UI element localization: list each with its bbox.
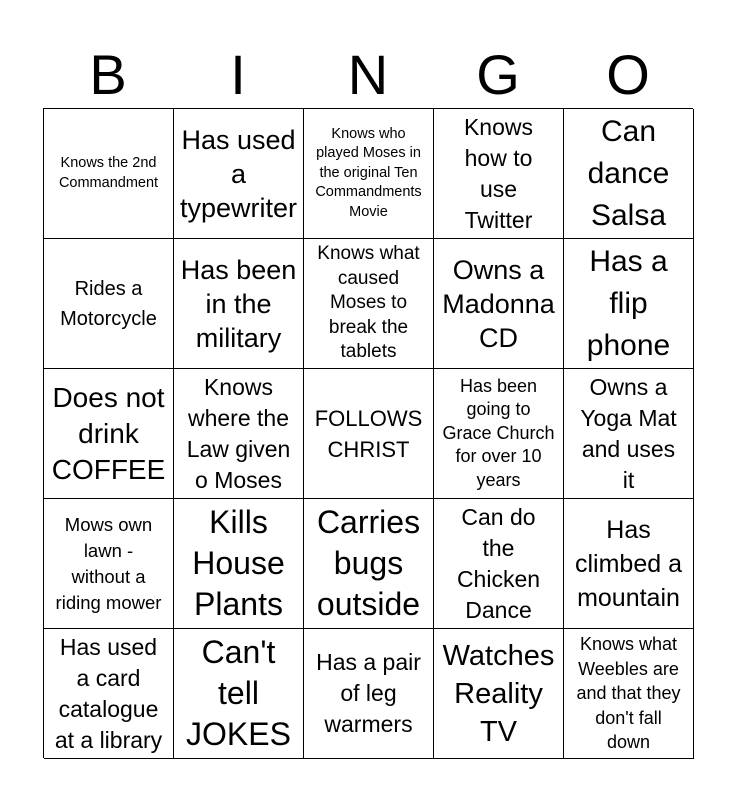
bingo-cell-r4-c2[interactable] bbox=[174, 499, 304, 629]
cell-text: Knows what Weebles are and that they don't fall down bbox=[576, 634, 681, 753]
cell-text: Carries bugs outside bbox=[316, 504, 421, 622]
cell-text: Can dance Salsa bbox=[587, 114, 670, 232]
header-letter-n: N bbox=[347, 43, 389, 106]
cell-text: Has been in the military bbox=[180, 254, 297, 353]
bingo-cell-r4-c5[interactable] bbox=[564, 499, 694, 629]
bingo-cell-r3-c3[interactable] bbox=[304, 369, 434, 499]
cell-text: Knows who played Moses in the original Ten Commandments Movie bbox=[315, 125, 422, 220]
bingo-cell-r3-c1[interactable] bbox=[44, 369, 174, 499]
bingo-header bbox=[43, 42, 693, 108]
bingo-cell-r4-c4[interactable] bbox=[434, 499, 564, 629]
cell-text: Has used a typewriter bbox=[179, 124, 298, 223]
cell-text: Kills House Plants bbox=[192, 504, 285, 622]
cell-text: Knows how to use Twitter bbox=[463, 113, 534, 233]
bingo-cell-r4-c3[interactable] bbox=[304, 499, 434, 629]
bingo-cell-r5-c3[interactable] bbox=[304, 629, 434, 759]
bingo-cell-r5-c1[interactable] bbox=[44, 629, 174, 759]
cell-text: FOLLOWS CHRIST bbox=[314, 405, 423, 462]
cell-text: Has a pair of leg warmers bbox=[316, 649, 421, 737]
bingo-cell-r2-c2[interactable] bbox=[174, 239, 304, 369]
cell-text: Has used a card catalogue at a library bbox=[54, 633, 163, 753]
cell-text: Can do the Chicken Dance bbox=[456, 503, 541, 623]
header-letter-o: O bbox=[606, 43, 650, 106]
header-letter-b: B bbox=[89, 43, 127, 106]
bingo-cell-r2-c4[interactable] bbox=[434, 239, 564, 369]
bingo-cell-r3-c5[interactable] bbox=[564, 369, 694, 499]
bingo-cell-r3-c4[interactable] bbox=[434, 369, 564, 499]
bingo-cell-r2-c5[interactable] bbox=[564, 239, 694, 369]
cell-text: Has been going to Grace Church for over 10 years bbox=[442, 375, 555, 490]
bingo-cell-r2-c1[interactable] bbox=[44, 239, 174, 369]
bingo-cell-r1-c2[interactable] bbox=[174, 109, 304, 239]
cell-text: Owns a Madonna CD bbox=[442, 254, 555, 353]
bingo-cell-r1-c3[interactable] bbox=[304, 109, 434, 239]
bingo-cell-r1-c4[interactable] bbox=[434, 109, 564, 239]
cell-text: Watches Reality TV bbox=[442, 639, 555, 748]
cell-text: Rides a Motorcycle bbox=[60, 277, 157, 330]
cell-text: Can't tell JOKES bbox=[186, 634, 291, 752]
bingo-cell-r5-c5[interactable] bbox=[564, 629, 694, 759]
cell-text: Does not drink COFFEE bbox=[51, 381, 166, 485]
cell-text: Mows own lawn - without a riding mower bbox=[55, 513, 162, 613]
header-letter-g: G bbox=[476, 43, 520, 106]
cell-text: Owns a Yoga Mat and uses it bbox=[580, 373, 677, 493]
bingo-cell-r4-c1[interactable] bbox=[44, 499, 174, 629]
cell-text: Has climbed a mountain bbox=[575, 515, 682, 612]
cell-text: Knows the 2nd Commandment bbox=[58, 155, 159, 191]
bingo-cell-r1-c1[interactable] bbox=[44, 109, 174, 239]
cell-text: Knows what caused Moses to break the tablets bbox=[317, 243, 420, 363]
bingo-board bbox=[43, 108, 693, 758]
bingo-cell-r3-c2[interactable] bbox=[174, 369, 304, 499]
bingo-cell-r2-c3[interactable] bbox=[304, 239, 434, 369]
bingo-cell-r5-c4[interactable] bbox=[434, 629, 564, 759]
bingo-cell-r1-c5[interactable] bbox=[564, 109, 694, 239]
header-letter-i: I bbox=[230, 43, 246, 106]
cell-text: Knows where the Law given o Moses bbox=[186, 373, 291, 493]
bingo-cell-r5-c2[interactable] bbox=[174, 629, 304, 759]
cell-text: Has a flip phone bbox=[586, 244, 671, 362]
